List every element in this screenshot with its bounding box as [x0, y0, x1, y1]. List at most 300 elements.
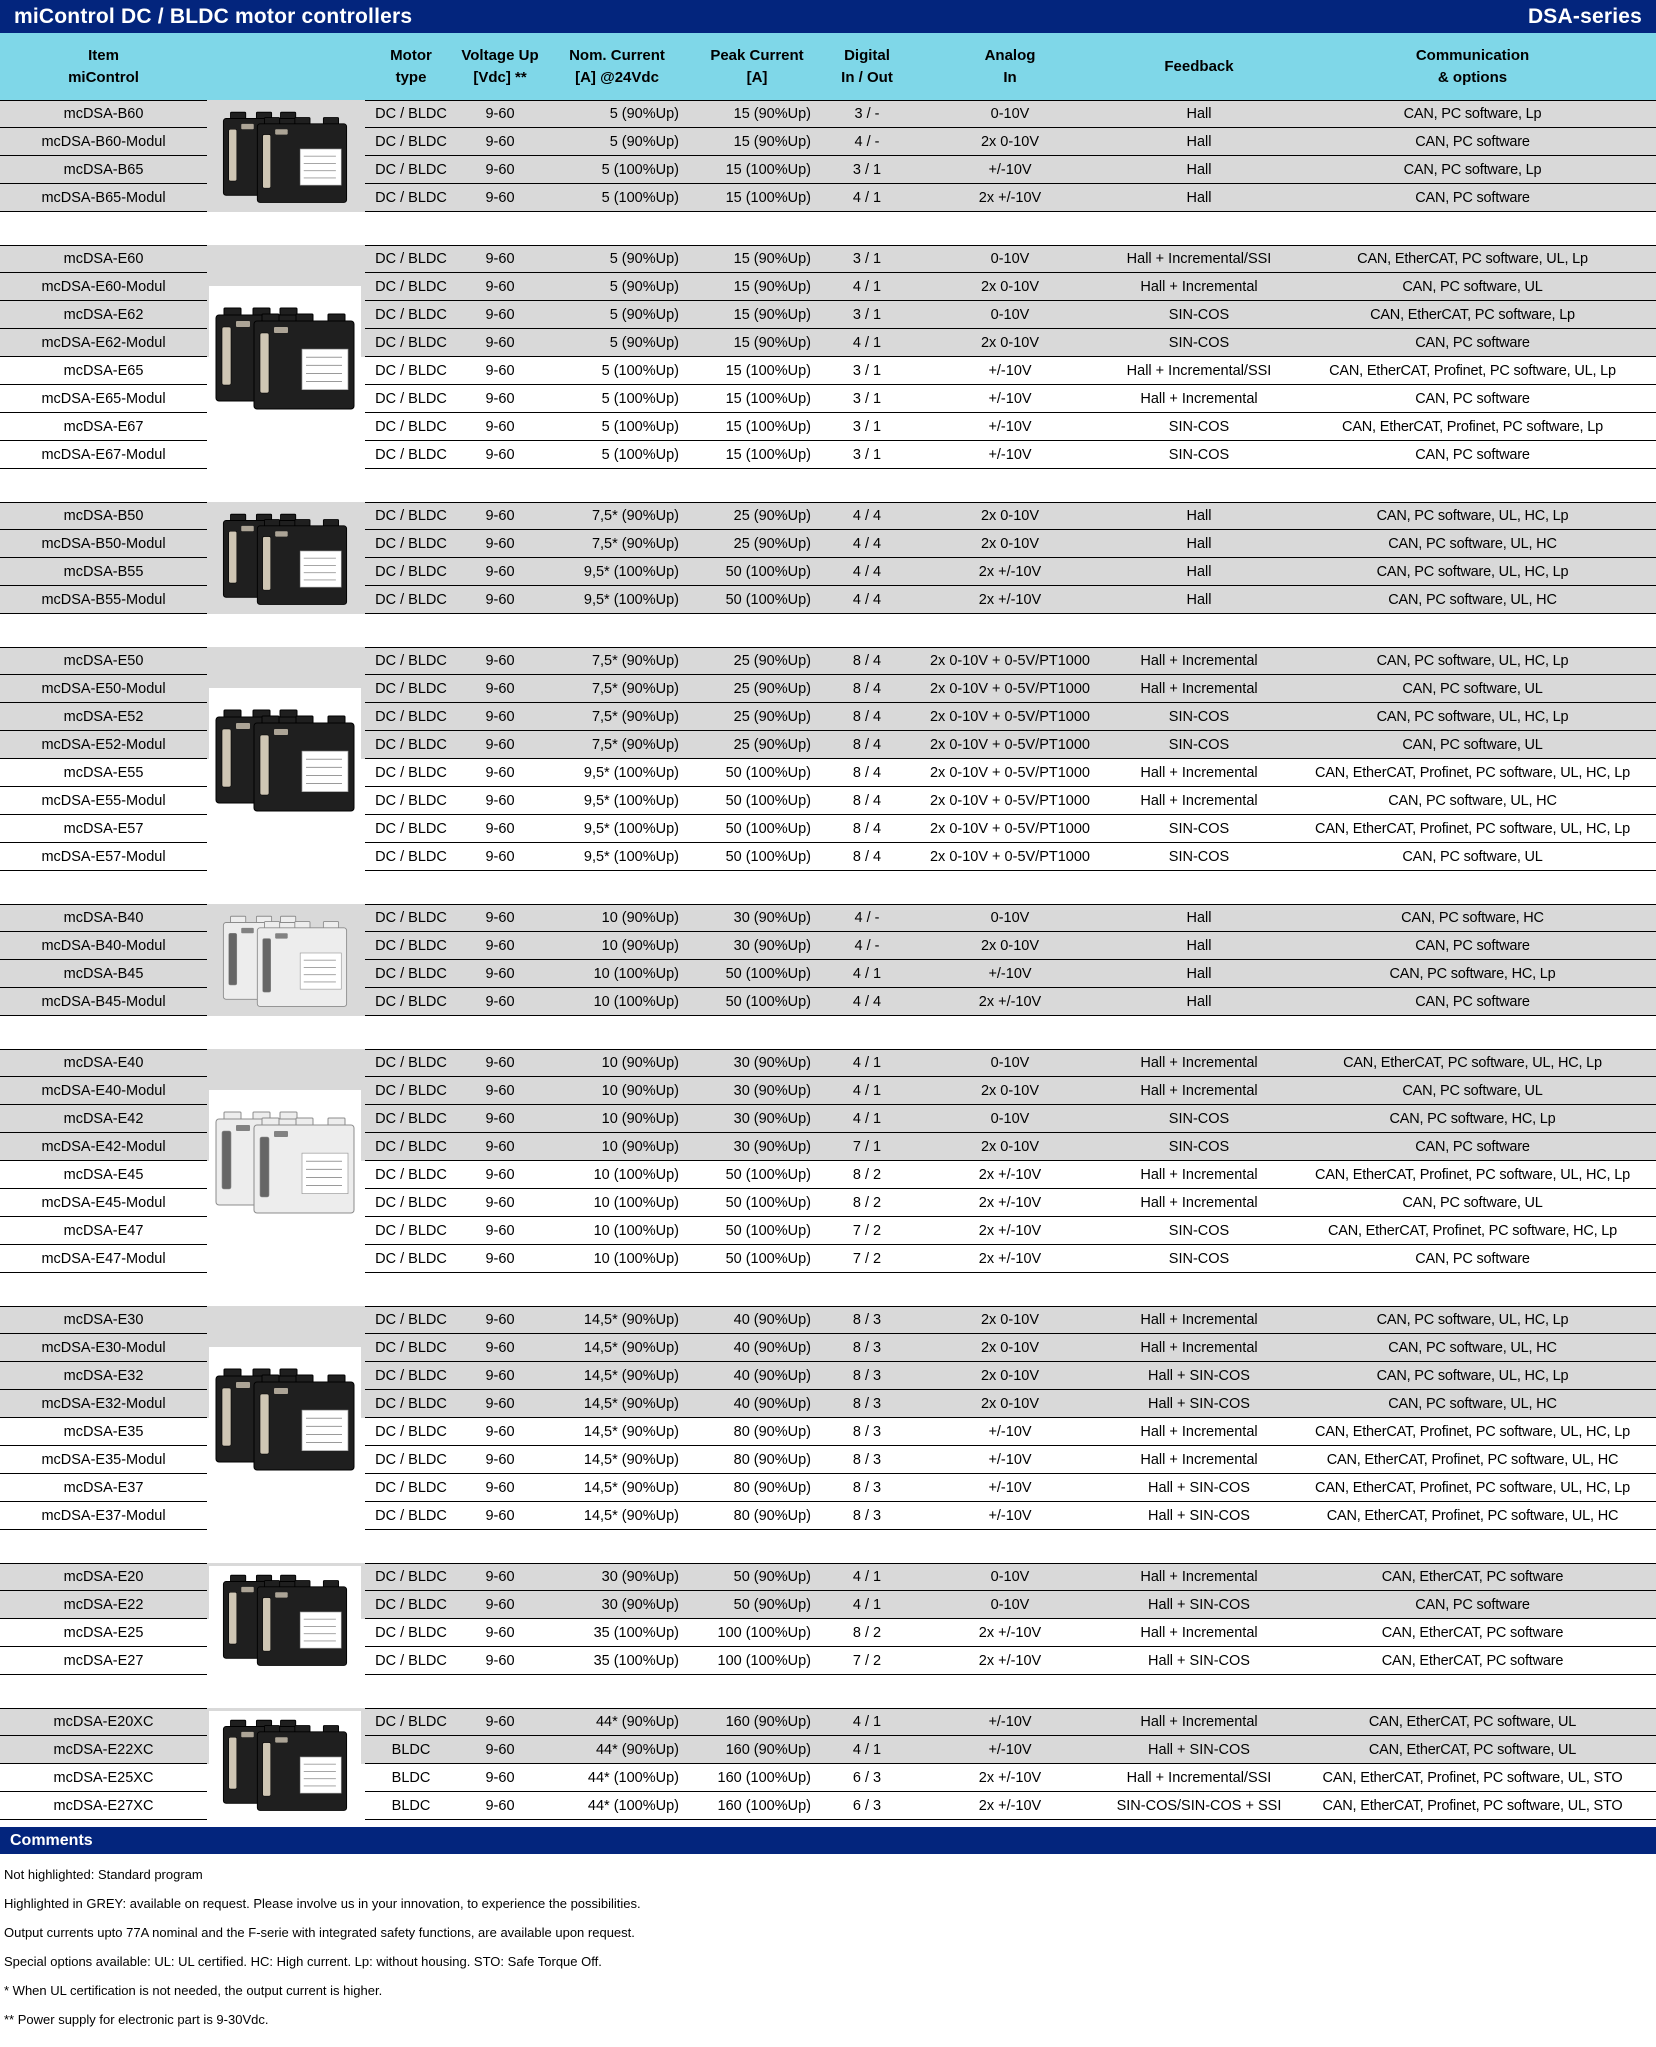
analog-cell: +/-10V — [911, 1446, 1109, 1474]
comm-cell: CAN, PC software, UL, HC, Lp — [1289, 558, 1656, 586]
analog-cell: +/-10V — [911, 385, 1109, 413]
comm-cell: CAN, PC software, UL, HC — [1289, 530, 1656, 558]
feedback-cell: Hall + SIN-COS — [1109, 1647, 1289, 1675]
item-cell: mcDSA-B50-Modul — [0, 530, 207, 558]
feedback-cell: Hall + Incremental/SSI — [1109, 245, 1289, 273]
analog-cell: 2x 0-10V — [911, 1306, 1109, 1334]
comm-cell: CAN, PC software, UL, HC — [1289, 1334, 1656, 1362]
peak-cell: 15 (90%Up) — [691, 301, 823, 329]
analog-cell: +/-10V — [911, 1502, 1109, 1530]
item-cell: mcDSA-E47-Modul — [0, 1245, 207, 1273]
peak-cell: 50 (100%Up) — [691, 1161, 823, 1189]
peak-cell: 50 (100%Up) — [691, 787, 823, 815]
voltage-cell: 9-60 — [457, 1764, 543, 1792]
digital-cell: 4 / 1 — [823, 1077, 911, 1105]
table-row-mcDSA-E57-Modul — [0, 843, 1656, 871]
nom-cell: 5 (100%Up) — [543, 441, 691, 469]
peak-cell: 15 (100%Up) — [691, 156, 823, 184]
motor-cell: DC / BLDC — [365, 357, 457, 385]
motor-cell: BLDC — [365, 1736, 457, 1764]
voltage-cell: 9-60 — [457, 843, 543, 871]
comm-cell: CAN, PC software, UL — [1289, 843, 1656, 871]
comm-cell: CAN, PC software, UL, HC, Lp — [1289, 703, 1656, 731]
comm-cell: CAN, PC software, UL — [1289, 273, 1656, 301]
peak-cell: 50 (100%Up) — [691, 1217, 823, 1245]
comm-cell: CAN, PC software, UL, HC, Lp — [1289, 647, 1656, 675]
column-header-row — [0, 33, 1656, 100]
item-cell: mcDSA-E57 — [0, 815, 207, 843]
motor-cell: DC / BLDC — [365, 1105, 457, 1133]
feedback-cell: Hall + Incremental — [1109, 1334, 1289, 1362]
product-image-column — [207, 1049, 365, 1077]
nom-cell: 5 (100%Up) — [543, 357, 691, 385]
digital-cell: 4 / 4 — [823, 530, 911, 558]
item-cell: mcDSA-E57-Modul — [0, 843, 207, 871]
series-label: DSA-series — [1527, 4, 1642, 28]
motor-cell: DC / BLDC — [365, 1189, 457, 1217]
motor-cell: DC / BLDC — [365, 787, 457, 815]
digital-cell: 4 / 1 — [823, 1105, 911, 1133]
feedback-cell: Hall + Incremental — [1109, 759, 1289, 787]
motor-cell: DC / BLDC — [365, 586, 457, 614]
analog-cell: 2x +/-10V — [911, 586, 1109, 614]
peak-cell: 80 (90%Up) — [691, 1446, 823, 1474]
feedback-cell: Hall + SIN-COS — [1109, 1474, 1289, 1502]
table-row-mcDSA-E47-Modul — [0, 1245, 1656, 1273]
item-cell: mcDSA-E45 — [0, 1161, 207, 1189]
analog-cell: 2x 0-10V + 0-5V/PT1000 — [911, 647, 1109, 675]
item-cell: mcDSA-B40 — [0, 904, 207, 932]
feedback-cell: Hall + SIN-COS — [1109, 1591, 1289, 1619]
product-group-E60 — [0, 245, 1656, 469]
nom-cell: 44* (90%Up) — [543, 1708, 691, 1736]
feedback-cell: Hall + Incremental — [1109, 1708, 1289, 1736]
product-image-column — [207, 1306, 365, 1334]
voltage-cell: 9-60 — [457, 1217, 543, 1245]
feedback-cell: Hall — [1109, 932, 1289, 960]
motor-cell: DC / BLDC — [365, 1161, 457, 1189]
comm-cell: CAN, PC software — [1289, 1133, 1656, 1161]
nom-cell: 44* (100%Up) — [543, 1764, 691, 1792]
digital-cell: 8 / 4 — [823, 703, 911, 731]
digital-cell: 8 / 4 — [823, 815, 911, 843]
nom-cell: 14,5* (90%Up) — [543, 1306, 691, 1334]
peak-cell: 50 (100%Up) — [691, 1189, 823, 1217]
digital-cell: 4 / 1 — [823, 1563, 911, 1591]
digital-cell: 8 / 3 — [823, 1362, 911, 1390]
nom-cell: 7,5* (90%Up) — [543, 502, 691, 530]
digital-cell: 8 / 2 — [823, 1619, 911, 1647]
voltage-cell: 9-60 — [457, 156, 543, 184]
analog-cell: 2x 0-10V — [911, 1133, 1109, 1161]
analog-cell: 0-10V — [911, 1563, 1109, 1591]
nom-cell: 5 (90%Up) — [543, 100, 691, 128]
motor-cell: BLDC — [365, 1792, 457, 1820]
peak-cell: 15 (100%Up) — [691, 413, 823, 441]
digital-cell: 8 / 4 — [823, 675, 911, 703]
nom-cell: 5 (90%Up) — [543, 245, 691, 273]
peak-cell: 50 (100%Up) — [691, 586, 823, 614]
voltage-cell: 9-60 — [457, 502, 543, 530]
motor-cell: DC / BLDC — [365, 1502, 457, 1530]
nom-cell: 5 (90%Up) — [543, 329, 691, 357]
item-cell: mcDSA-E37-Modul — [0, 1502, 207, 1530]
analog-cell: +/-10V — [911, 357, 1109, 385]
comm-cell: CAN, PC software, UL — [1289, 1189, 1656, 1217]
feedback-cell: Hall + Incremental — [1109, 1161, 1289, 1189]
feedback-cell: SIN-COS — [1109, 815, 1289, 843]
comm-cell: CAN, PC software, UL — [1289, 675, 1656, 703]
motor-cell: DC / BLDC — [365, 413, 457, 441]
peak-cell: 30 (90%Up) — [691, 1133, 823, 1161]
feedback-cell: SIN-COS — [1109, 301, 1289, 329]
voltage-cell: 9-60 — [457, 1418, 543, 1446]
column-header-nom — [543, 33, 691, 100]
comm-cell: CAN, EtherCAT, Profinet, PC software, UL, HC, Lp — [1289, 759, 1656, 787]
motor-cell: DC / BLDC — [365, 329, 457, 357]
voltage-cell: 9-60 — [457, 988, 543, 1016]
digital-cell: 4 / 1 — [823, 1708, 911, 1736]
voltage-cell: 9-60 — [457, 245, 543, 273]
feedback-cell: Hall — [1109, 502, 1289, 530]
product-photo-illustration — [218, 1714, 352, 1814]
product-photo — [209, 505, 361, 611]
product-image-column — [207, 843, 365, 871]
column-header-line1: Voltage Up — [461, 46, 539, 64]
motor-cell: DC / BLDC — [365, 1474, 457, 1502]
item-cell: mcDSA-B65-Modul — [0, 184, 207, 212]
motor-cell: DC / BLDC — [365, 703, 457, 731]
voltage-cell: 9-60 — [457, 815, 543, 843]
peak-cell: 160 (100%Up) — [691, 1764, 823, 1792]
digital-cell: 4 / - — [823, 904, 911, 932]
comm-cell: CAN, PC software, HC, Lp — [1289, 960, 1656, 988]
nom-cell: 10 (100%Up) — [543, 1245, 691, 1273]
nom-cell: 5 (90%Up) — [543, 128, 691, 156]
comment-line: Special options available: UL: UL certified. HC: High current. Lp: without housing. STO: Safe Torque Off. — [4, 1954, 602, 1969]
analog-cell: 2x +/-10V — [911, 1161, 1109, 1189]
item-cell: mcDSA-E55 — [0, 759, 207, 787]
peak-cell: 25 (90%Up) — [691, 647, 823, 675]
comments-section — [0, 1854, 1656, 2034]
motor-cell: DC / BLDC — [365, 1362, 457, 1390]
digital-cell: 4 / - — [823, 932, 911, 960]
digital-cell: 8 / 3 — [823, 1418, 911, 1446]
nom-cell: 9,5* (100%Up) — [543, 558, 691, 586]
analog-cell: 2x 0-10V — [911, 329, 1109, 357]
digital-cell: 7 / 2 — [823, 1647, 911, 1675]
peak-cell: 15 (100%Up) — [691, 357, 823, 385]
motor-cell: DC / BLDC — [365, 1647, 457, 1675]
nom-cell: 44* (90%Up) — [543, 1736, 691, 1764]
product-group-E30 — [0, 1306, 1656, 1530]
table-row-mcDSA-E30 — [0, 1306, 1656, 1334]
nom-cell: 14,5* (90%Up) — [543, 1502, 691, 1530]
motor-cell: DC / BLDC — [365, 245, 457, 273]
peak-cell: 40 (90%Up) — [691, 1390, 823, 1418]
nom-cell: 9,5* (100%Up) — [543, 787, 691, 815]
digital-cell: 4 / 4 — [823, 586, 911, 614]
digital-cell: 8 / 4 — [823, 759, 911, 787]
nom-cell: 14,5* (90%Up) — [543, 1362, 691, 1390]
product-photo-illustration — [218, 1569, 352, 1669]
product-photo — [209, 907, 361, 1013]
item-cell: mcDSA-E30 — [0, 1306, 207, 1334]
analog-cell: +/-10V — [911, 1418, 1109, 1446]
feedback-cell: Hall + Incremental/SSI — [1109, 357, 1289, 385]
product-image-column — [207, 1502, 365, 1530]
peak-cell: 100 (100%Up) — [691, 1619, 823, 1647]
voltage-cell: 9-60 — [457, 1502, 543, 1530]
product-photo — [209, 1711, 361, 1817]
page-title: miControl DC / BLDC motor controllers — [14, 4, 413, 28]
motor-cell: DC / BLDC — [365, 156, 457, 184]
voltage-cell: 9-60 — [457, 1077, 543, 1105]
voltage-cell: 9-60 — [457, 1306, 543, 1334]
nom-cell: 10 (100%Up) — [543, 960, 691, 988]
voltage-cell: 9-60 — [457, 1563, 543, 1591]
product-image-column — [207, 647, 365, 675]
item-cell: mcDSA-B55-Modul — [0, 586, 207, 614]
comm-cell: CAN, PC software, Lp — [1289, 156, 1656, 184]
item-cell: mcDSA-E25 — [0, 1619, 207, 1647]
item-cell: mcDSA-E20XC — [0, 1708, 207, 1736]
peak-cell: 25 (90%Up) — [691, 731, 823, 759]
peak-cell: 80 (90%Up) — [691, 1502, 823, 1530]
peak-cell: 80 (90%Up) — [691, 1418, 823, 1446]
comm-cell: CAN, PC software, UL, HC — [1289, 1390, 1656, 1418]
item-cell: mcDSA-B60-Modul — [0, 128, 207, 156]
motor-cell: DC / BLDC — [365, 1306, 457, 1334]
digital-cell: 3 / 1 — [823, 156, 911, 184]
item-cell: mcDSA-E65-Modul — [0, 385, 207, 413]
item-cell: mcDSA-E62 — [0, 301, 207, 329]
digital-cell: 4 / 1 — [823, 184, 911, 212]
column-header-line2: [Vdc] ** — [473, 68, 527, 86]
item-cell: mcDSA-E55-Modul — [0, 787, 207, 815]
feedback-cell: Hall — [1109, 558, 1289, 586]
column-header-line1: Feedback — [1164, 57, 1234, 75]
feedback-cell: Hall + Incremental — [1109, 1049, 1289, 1077]
voltage-cell: 9-60 — [457, 1792, 543, 1820]
analog-cell: 0-10V — [911, 100, 1109, 128]
analog-cell: +/-10V — [911, 1474, 1109, 1502]
digital-cell: 8 / 2 — [823, 1189, 911, 1217]
column-header-line1: Digital — [844, 46, 890, 64]
feedback-cell: Hall + SIN-COS — [1109, 1736, 1289, 1764]
feedback-cell: Hall — [1109, 156, 1289, 184]
nom-cell: 10 (90%Up) — [543, 932, 691, 960]
item-cell: mcDSA-E62-Modul — [0, 329, 207, 357]
digital-cell: 3 / 1 — [823, 301, 911, 329]
nom-cell: 7,5* (90%Up) — [543, 675, 691, 703]
feedback-cell: Hall + Incremental — [1109, 787, 1289, 815]
analog-cell: 2x 0-10V — [911, 273, 1109, 301]
product-photo — [209, 103, 361, 209]
peak-cell: 30 (90%Up) — [691, 1105, 823, 1133]
column-header-analog — [911, 33, 1109, 100]
comm-cell: CAN, EtherCAT, Profinet, PC software, UL, HC, Lp — [1289, 1474, 1656, 1502]
analog-cell: +/-10V — [911, 1708, 1109, 1736]
analog-cell: 2x +/-10V — [911, 1647, 1109, 1675]
voltage-cell: 9-60 — [457, 273, 543, 301]
voltage-cell: 9-60 — [457, 703, 543, 731]
item-cell: mcDSA-E20 — [0, 1563, 207, 1591]
motor-cell: DC / BLDC — [365, 1619, 457, 1647]
comm-cell: CAN, PC software, UL — [1289, 1077, 1656, 1105]
voltage-cell: 9-60 — [457, 1049, 543, 1077]
comments-title: Comments — [10, 1831, 93, 1849]
feedback-cell: SIN-COS — [1109, 1133, 1289, 1161]
nom-cell: 5 (90%Up) — [543, 301, 691, 329]
voltage-cell: 9-60 — [457, 932, 543, 960]
comm-cell: CAN, PC software, HC, Lp — [1289, 1105, 1656, 1133]
product-group-E20 — [0, 1563, 1656, 1675]
table-row-mcDSA-E37-Modul — [0, 1502, 1656, 1530]
product-photo-illustration — [210, 301, 360, 413]
analog-cell: 2x 0-10V + 0-5V/PT1000 — [911, 843, 1109, 871]
voltage-cell: 9-60 — [457, 759, 543, 787]
product-group-B60 — [0, 100, 1656, 212]
voltage-cell: 9-60 — [457, 960, 543, 988]
analog-cell: 2x +/-10V — [911, 1217, 1109, 1245]
motor-cell: DC / BLDC — [365, 731, 457, 759]
title-bar — [0, 0, 1656, 33]
comm-cell: CAN, PC software — [1289, 932, 1656, 960]
comm-cell: CAN, PC software — [1289, 128, 1656, 156]
product-photo — [209, 286, 361, 428]
peak-cell: 40 (90%Up) — [691, 1334, 823, 1362]
column-header-line2: miControl — [68, 68, 139, 86]
peak-cell: 25 (90%Up) — [691, 530, 823, 558]
comm-cell: CAN, EtherCAT, PC software — [1289, 1563, 1656, 1591]
item-cell: mcDSA-E52-Modul — [0, 731, 207, 759]
analog-cell: 2x 0-10V — [911, 1334, 1109, 1362]
item-cell: mcDSA-E60-Modul — [0, 273, 207, 301]
feedback-cell: Hall — [1109, 904, 1289, 932]
voltage-cell: 9-60 — [457, 1619, 543, 1647]
comm-cell: CAN, EtherCAT, Profinet, PC software, UL, Lp — [1289, 357, 1656, 385]
motor-cell: DC / BLDC — [365, 675, 457, 703]
peak-cell: 50 (100%Up) — [691, 960, 823, 988]
feedback-cell: SIN-COS — [1109, 1245, 1289, 1273]
digital-cell: 8 / 3 — [823, 1446, 911, 1474]
item-cell: mcDSA-E37 — [0, 1474, 207, 1502]
motor-cell: BLDC — [365, 1764, 457, 1792]
voltage-cell: 9-60 — [457, 586, 543, 614]
comm-cell: CAN, EtherCAT, PC software, UL — [1289, 1736, 1656, 1764]
comm-cell: CAN, EtherCAT, Profinet, PC software, UL, HC, Lp — [1289, 815, 1656, 843]
analog-cell: 0-10V — [911, 245, 1109, 273]
nom-cell: 5 (100%Up) — [543, 413, 691, 441]
analog-cell: 2x +/-10V — [911, 1792, 1109, 1820]
digital-cell: 6 / 3 — [823, 1792, 911, 1820]
voltage-cell: 9-60 — [457, 1390, 543, 1418]
comm-cell: CAN, PC software — [1289, 988, 1656, 1016]
analog-cell: 0-10V — [911, 301, 1109, 329]
item-cell: mcDSA-B65 — [0, 156, 207, 184]
comm-cell: CAN, EtherCAT, PC software — [1289, 1619, 1656, 1647]
item-cell: mcDSA-B55 — [0, 558, 207, 586]
voltage-cell: 9-60 — [457, 128, 543, 156]
analog-cell: 2x +/-10V — [911, 1619, 1109, 1647]
comm-cell: CAN, PC software, UL — [1289, 731, 1656, 759]
digital-cell: 3 / 1 — [823, 357, 911, 385]
peak-cell: 40 (90%Up) — [691, 1306, 823, 1334]
analog-cell: 2x +/-10V — [911, 1764, 1109, 1792]
item-cell: mcDSA-E42 — [0, 1105, 207, 1133]
motor-cell: DC / BLDC — [365, 1217, 457, 1245]
motor-cell: DC / BLDC — [365, 1446, 457, 1474]
item-cell: mcDSA-E35-Modul — [0, 1446, 207, 1474]
item-cell: mcDSA-E32-Modul — [0, 1390, 207, 1418]
peak-cell: 15 (100%Up) — [691, 441, 823, 469]
column-header-line1: Peak Current — [710, 46, 804, 64]
comm-cell: CAN, EtherCAT, Profinet, PC software, UL, HC — [1289, 1446, 1656, 1474]
nom-cell: 30 (90%Up) — [543, 1591, 691, 1619]
digital-cell: 4 / 4 — [823, 502, 911, 530]
nom-cell: 9,5* (100%Up) — [543, 759, 691, 787]
digital-cell: 8 / 4 — [823, 647, 911, 675]
comm-cell: CAN, EtherCAT, Profinet, PC software, Lp — [1289, 413, 1656, 441]
item-cell: mcDSA-E32 — [0, 1362, 207, 1390]
motor-cell: DC / BLDC — [365, 843, 457, 871]
voltage-cell: 9-60 — [457, 1736, 543, 1764]
comm-cell: CAN, EtherCAT, Profinet, PC software, UL, HC, Lp — [1289, 1418, 1656, 1446]
digital-cell: 4 / - — [823, 128, 911, 156]
product-photo-illustration — [218, 106, 352, 206]
peak-cell: 160 (100%Up) — [691, 1792, 823, 1820]
peak-cell: 50 (90%Up) — [691, 1563, 823, 1591]
column-header-line1: Communication — [1415, 46, 1530, 64]
nom-cell: 9,5* (100%Up) — [543, 843, 691, 871]
nom-cell: 10 (90%Up) — [543, 1049, 691, 1077]
feedback-cell: SIN-COS — [1109, 441, 1289, 469]
nom-cell: 14,5* (90%Up) — [543, 1446, 691, 1474]
item-cell: mcDSA-E45-Modul — [0, 1189, 207, 1217]
voltage-cell: 9-60 — [457, 100, 543, 128]
voltage-cell: 9-60 — [457, 1362, 543, 1390]
feedback-cell: Hall + Incremental — [1109, 675, 1289, 703]
feedback-cell: Hall + SIN-COS — [1109, 1362, 1289, 1390]
analog-cell: 2x +/-10V — [911, 1189, 1109, 1217]
peak-cell: 50 (100%Up) — [691, 759, 823, 787]
feedback-cell: SIN-COS — [1109, 1105, 1289, 1133]
feedback-cell: SIN-COS — [1109, 413, 1289, 441]
motor-cell: DC / BLDC — [365, 441, 457, 469]
motor-cell: DC / BLDC — [365, 932, 457, 960]
analog-cell: +/-10V — [911, 413, 1109, 441]
peak-cell: 15 (90%Up) — [691, 273, 823, 301]
voltage-cell: 9-60 — [457, 1474, 543, 1502]
feedback-cell: Hall — [1109, 530, 1289, 558]
digital-cell: 8 / 3 — [823, 1334, 911, 1362]
nom-cell: 5 (100%Up) — [543, 385, 691, 413]
digital-cell: 4 / 4 — [823, 988, 911, 1016]
product-photo-illustration — [210, 1105, 360, 1217]
voltage-cell: 9-60 — [457, 558, 543, 586]
item-cell: mcDSA-E40-Modul — [0, 1077, 207, 1105]
column-header-line1: Motor — [390, 46, 432, 64]
motor-cell: DC / BLDC — [365, 904, 457, 932]
column-header-line1: Item — [88, 46, 119, 64]
peak-cell: 50 (100%Up) — [691, 558, 823, 586]
nom-cell: 10 (100%Up) — [543, 1161, 691, 1189]
motor-cell: DC / BLDC — [365, 1049, 457, 1077]
comm-cell: CAN, PC software, UL, HC, Lp — [1289, 502, 1656, 530]
product-photo-illustration — [218, 910, 352, 1010]
peak-cell: 100 (100%Up) — [691, 1647, 823, 1675]
